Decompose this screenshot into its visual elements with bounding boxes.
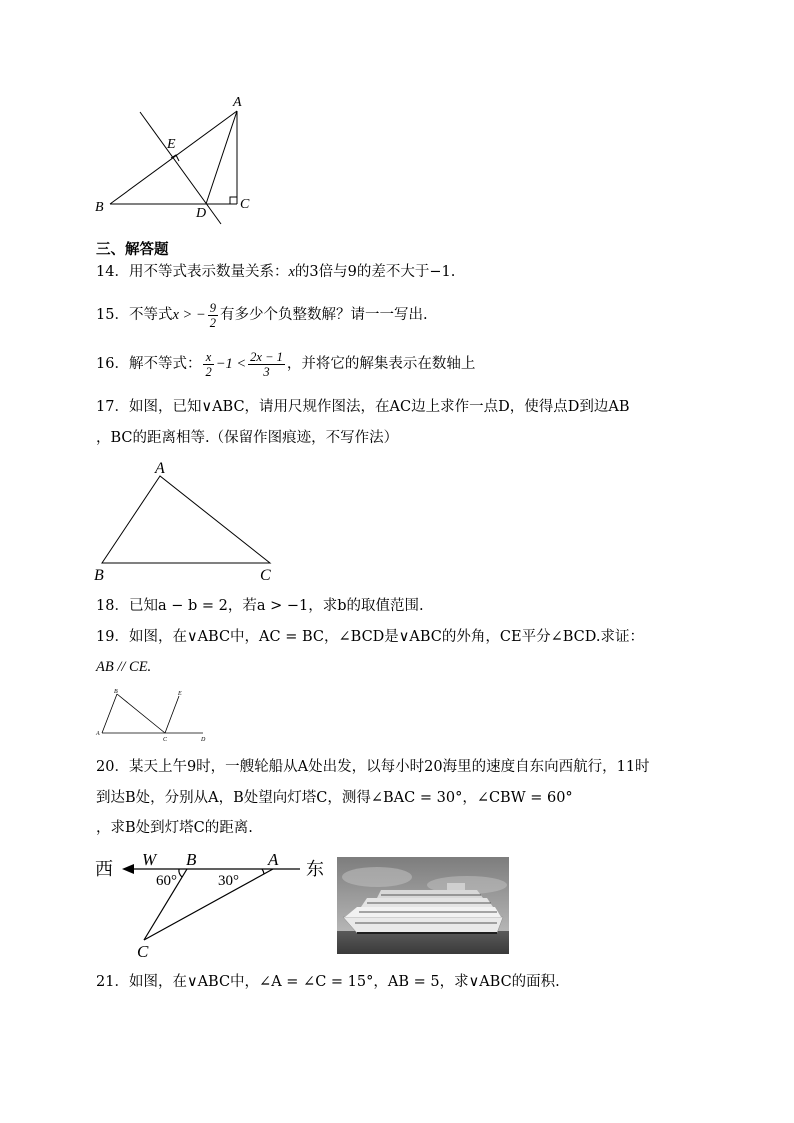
- label-b: B: [94, 567, 104, 584]
- angle-label-60: 60°: [156, 873, 177, 889]
- question-17-line-1: [96, 397, 630, 417]
- label-c: C: [163, 737, 168, 743]
- q15-expression: x > −: [172, 307, 206, 323]
- label-b: B: [95, 200, 104, 215]
- question-18: [96, 596, 424, 616]
- figure-q19: [95, 686, 215, 744]
- q16-f2-denominator: 3: [263, 364, 270, 379]
- cruise-ship-photo: [337, 857, 509, 954]
- question-15: [96, 300, 428, 330]
- q14-text-a: 用不等式表示数量关系：: [128, 264, 289, 280]
- q15-frac-numerator: 9: [209, 300, 216, 315]
- figure-q20-ship-diagram: [92, 845, 332, 965]
- q19-number: 19．: [96, 629, 129, 645]
- q14-variable: x: [288, 264, 295, 280]
- question-14: [96, 262, 455, 282]
- label-a: A: [155, 460, 165, 477]
- label-e: E: [178, 691, 182, 697]
- q18-number: 18．: [96, 598, 129, 614]
- q15-text-a: 不等式: [128, 307, 173, 323]
- q15-frac-denominator: 2: [209, 315, 216, 330]
- q16-f2-numerator: 2x − 1: [250, 349, 283, 364]
- q17-number: 17．: [96, 399, 129, 415]
- label-b: B: [186, 850, 197, 869]
- segment-bc: [117, 694, 165, 733]
- question-20-line-1: [96, 757, 650, 777]
- label-d: D: [201, 737, 206, 743]
- q16-f1-denominator: 2: [205, 364, 212, 379]
- label-b: B: [114, 689, 118, 695]
- question-19-line-2: AB // CE.: [96, 659, 152, 675]
- q18-text: 已知a − b = 2，若a > −1，求b的取值范围.: [128, 598, 424, 614]
- triangle-abc: [102, 476, 270, 563]
- west-label: 西: [95, 859, 113, 880]
- q16-middle: −1 <: [215, 356, 247, 372]
- q17-text-line-1: 如图，已知∨ABC，请用尺规作图法，在AC边上求作一点D，使得点D到边AB: [128, 399, 630, 415]
- q20-text-line-1: 某天上午9时，一艘轮船从A处出发，以每小时20海里的速度自东向西航行，11时: [128, 759, 650, 775]
- q15-fraction: [208, 301, 218, 330]
- question-19-line-1: [96, 627, 644, 647]
- q20-number: 20．: [96, 759, 129, 775]
- label-d: D: [196, 206, 207, 221]
- angle-arc-a: [262, 869, 264, 874]
- segment-ad: [206, 111, 237, 204]
- label-a: A: [233, 95, 242, 110]
- figure-q17-triangle: [90, 458, 290, 586]
- q15-number: 15．: [96, 307, 129, 323]
- question-17-line-2: ，BC的距离相等.（保留作图痕迹，不写作法）: [96, 430, 399, 446]
- question-21: [96, 972, 560, 992]
- label-w: W: [142, 850, 157, 869]
- angle-label-30: 30°: [218, 873, 239, 889]
- segment-ab: [102, 694, 117, 733]
- figure-q13-triangle: [90, 90, 260, 225]
- segment-ce: [165, 696, 179, 733]
- q15-text-b: 有多少个负整数解？请一一写出.: [219, 307, 428, 323]
- q16-fraction-2: [248, 350, 285, 379]
- section-title: 三、解答题: [96, 242, 169, 258]
- q14-tail: −1.: [429, 264, 456, 280]
- right-angle-mark-c: [230, 197, 237, 204]
- label-a: A: [268, 850, 279, 869]
- q16-fraction-1: [203, 350, 213, 379]
- q21-number: 21．: [96, 974, 129, 990]
- west-arrow-icon: [122, 864, 134, 874]
- q16-f1-numerator: x: [203, 350, 213, 365]
- q19-text-line-1: 如图，在∨ABC中，AC = BC，∠BCD是∨ABC的外角，CE平分∠BCD.求证：: [128, 629, 644, 645]
- q14-text-b: 的3倍与9的差不大于: [294, 264, 430, 280]
- question-20-line-3: ，求B处到灯塔C的距离.: [96, 820, 253, 836]
- label-e: E: [167, 137, 176, 152]
- question-16: [96, 349, 475, 379]
- label-a: A: [96, 731, 100, 737]
- q14-number: 14．: [96, 264, 129, 280]
- label-c: C: [137, 942, 149, 961]
- q16-number: 16．: [96, 356, 129, 372]
- label-c: C: [260, 567, 271, 584]
- q21-text: 如图，在∨ABC中，∠A = ∠C = 15°，AB = 5，求∨ABC的面积.: [128, 974, 560, 990]
- east-label: 东: [306, 859, 324, 880]
- label-c: C: [240, 197, 250, 212]
- angle-arc-b: [179, 869, 182, 877]
- q16-text-b: ，并将它的解集表示在数轴上: [286, 356, 476, 372]
- perpendicular-line-de: [140, 112, 221, 224]
- q16-text-a: 解不等式：: [128, 356, 202, 372]
- question-20-line-2: 到达B处，分别从A，B处望向灯塔C，测得∠BAC = 30°，∠CBW = 60°: [96, 790, 573, 806]
